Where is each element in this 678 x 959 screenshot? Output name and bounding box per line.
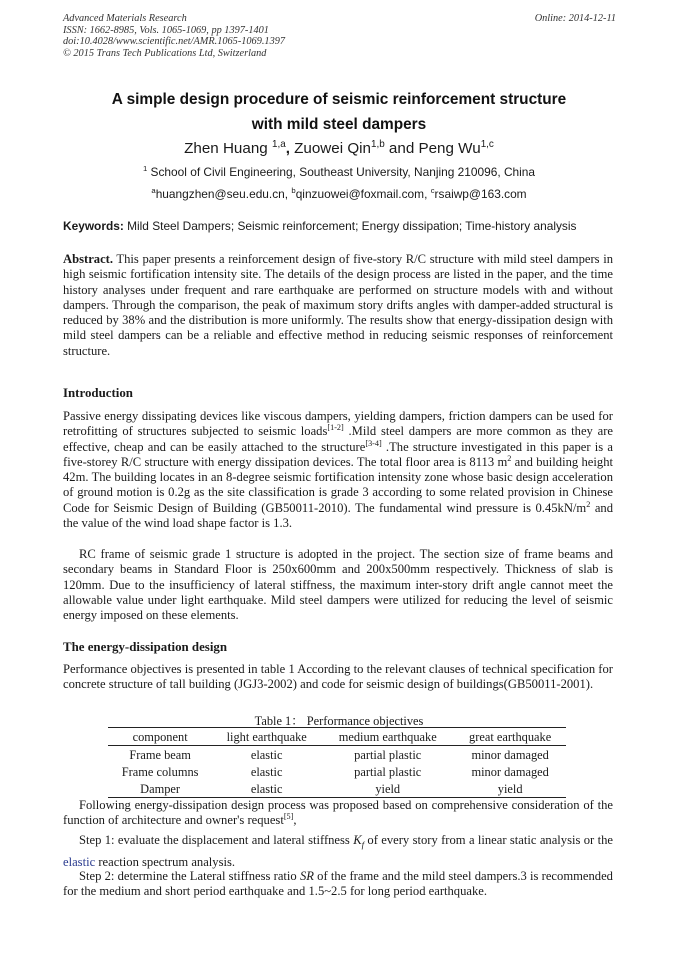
table-header-cell: light earthquake: [226, 729, 307, 744]
table-cell: minor damaged: [471, 747, 549, 762]
affiliation-text: School of Civil Engineering, Southeast University, Nanjing 210096, China: [147, 165, 536, 179]
table-header-row: [108, 728, 566, 746]
citation-1-2[interactable]: [1-2]: [327, 423, 344, 433]
step-2: [63, 869, 613, 900]
affiliation-sup: 1: [142, 164, 148, 174]
abstract-text: This paper presents a reinforcement design of five-story R/C structure with mild steel dampers in high seismic fortification intensity site. The details of the design process are listed in the paper, and the time history analyses under frequent and rare earthquake are performed on structure models with and without dampers. Through the comparison, the peak of maximum story drifts angles with damper-added structural is reduced by 38% and the distribution is more uniformly. The results show that energy-dissipation design with mild steel dampers can be a reliable and effective method in reducing seismic responses of reinforcement structure.: [63, 252, 613, 358]
abstract-label: Abstract.: [63, 252, 114, 266]
intro-p1-text-c: .The structure investigated in this paper is a five-storey R/C structure with energy dissipation devices. The total floor area is 8113 m: [63, 439, 613, 469]
table-cell: Frame beam: [129, 747, 191, 762]
table-cell: elastic: [250, 764, 283, 779]
abstract: [63, 252, 613, 359]
sup-m2-wind: 2: [586, 499, 591, 509]
email-b-sup: b: [291, 186, 296, 196]
table-row: [108, 780, 566, 798]
table-row: [108, 763, 566, 780]
author-3-sup: 1,c: [480, 138, 494, 150]
step2-text-b: of the frame and the mild steel dampers.3 is recommended for the medium and short period earthquake and 1.5~2.5 for long period earthquake.: [63, 869, 613, 899]
sup-m2: 2: [507, 453, 512, 463]
affiliation: [0, 165, 678, 179]
email-a-sup: a: [151, 186, 156, 196]
email-a[interactable]: huangzhen@seu.edu.cn,: [155, 187, 292, 201]
stiffness-subscript: f: [361, 839, 365, 850]
author-list: [0, 140, 678, 157]
stiffness-symbol: K: [353, 833, 362, 847]
step-1: [63, 832, 613, 872]
step2-text-a: Step 2: determine the Lateral stiffness ratio: [79, 869, 300, 883]
paper-title-line2: with mild steel dampers: [251, 116, 427, 133]
keywords-text: Mild Steel Dampers; Seismic reinforcement; Energy dissipation; Time-history analysis: [123, 219, 577, 233]
table-header-cell: component: [132, 729, 188, 744]
table-header-cell: medium earthquake: [338, 729, 437, 744]
intro-p1-text-a: Passive energy dissipating devices like viscous dampers, yielding dampers, friction dampers can be used for retrofitting of structures subjected to seismic loads: [63, 409, 613, 439]
table-cell: partial plastic: [354, 764, 422, 779]
email-c[interactable]: rsaiwp@163.com: [434, 187, 527, 201]
author-and: and: [384, 140, 419, 157]
design-p2-end: ,: [293, 813, 297, 828]
design-heading: The energy-dissipation design: [63, 640, 228, 654]
table-cell: Damper: [140, 781, 181, 796]
table-caption: Table 1： Performance objectives: [254, 714, 424, 728]
table-header-cell: great earthquake: [469, 729, 552, 744]
table-cell: minor damaged: [471, 764, 549, 779]
step1-highlight: elastic: [63, 855, 96, 870]
email-c-sup: c: [430, 186, 435, 196]
author-2: Zuowei Qin: [294, 140, 371, 157]
paper-title-line1: A simple design procedure of seismic reinforcement structure: [111, 91, 567, 108]
author-1-sup: 1,a: [271, 138, 286, 150]
journal-header: [63, 13, 285, 59]
issn-line: ISSN: 1662-8985, Vols. 1065-1069, pp 1397-1401: [63, 24, 269, 36]
step1-text-c: reaction spectrum analysis.: [95, 855, 236, 870]
sr-symbol: SR: [299, 869, 314, 883]
intro-p1-text-e: and the value of the wind load shape factor is 1.3.: [63, 500, 613, 531]
intro-p1-text-d: and building height 42m. The building locates in an 8-degree seismic fortification intensity zone whose basic design acceleration of ground motion is 0.2g as the site classification is grade 3 according to some related provision in Chinese Code for Seismic Design of Building (GB50011-2010). The fundamental wind pressure is 0.45kN/m: [63, 454, 613, 515]
table-cell: elastic: [250, 781, 283, 796]
keywords-label: Keywords:: [63, 219, 124, 233]
journal-name: Advanced Materials Research: [63, 13, 187, 24]
intro-p1-text-b: .Mild steel dampers are more common as they are effective, cheap and can be easily attached to the structure: [63, 424, 613, 454]
author-2-sup: 1,b: [370, 138, 385, 150]
author-1: Zhen Huang: [184, 140, 268, 157]
online-date: Online: 2014-12-11: [534, 13, 616, 24]
citation-3-4[interactable]: [3-4]: [365, 438, 382, 448]
table-cell: yield: [497, 781, 523, 796]
keywords: [63, 219, 623, 233]
citation-5[interactable]: [5]: [283, 812, 294, 822]
design-paragraph-2: [63, 798, 613, 829]
author-emails: [0, 187, 678, 201]
design-paragraph-1: Performance objectives is presented in table 1 According to the relevant clauses of technical specification for concrete structure of tall building (JGJ3-2002) and code for seismic design of buildings(GB50011-2001).: [63, 662, 613, 692]
doi-line: doi:10.4028/www.scientific.net/AMR.1065-1069.1397: [63, 36, 286, 48]
step1-text-b: of every story from a linear static analysis or the: [364, 833, 613, 847]
intro-paragraph-1: [63, 409, 613, 531]
table-row: [108, 746, 566, 764]
table-cell: Frame columns: [121, 764, 199, 779]
copyright-line: © 2015 Trans Tech Publications Ltd, Switzerland: [63, 47, 267, 59]
author-3: Peng Wu: [418, 140, 481, 157]
table-cell: elastic: [250, 747, 283, 762]
step1-text-a: Step 1: evaluate the displacement and lateral stiffness: [79, 833, 354, 847]
intro-paragraph-2: RC frame of seismic grade 1 structure is adopted in the project. The section size of frame beams and secondary beams in Standard Floor is 250x600mm and 200x500mm respectively. Thickness of slab is 120mm. Due to the insufficiency of lateral stiffness, the maximum inter-story drift angle cannot meet the allowable value under light earthquake. Mild steel dampers were utilized for reducing the level of seismic energy imposed on these elements.: [63, 547, 613, 623]
table-cell: partial plastic: [354, 747, 422, 762]
author-separator: ,: [285, 140, 295, 157]
performance-table: [108, 727, 566, 798]
table-cell: yield: [375, 781, 401, 796]
design-p2-text: Following energy-dissipation design process was proposed based on comprehensive consideration of the function of architecture and owner's request: [63, 798, 613, 828]
intro-heading: Introduction: [63, 386, 133, 400]
email-b[interactable]: qinzuowei@foxmail.com,: [295, 187, 431, 201]
